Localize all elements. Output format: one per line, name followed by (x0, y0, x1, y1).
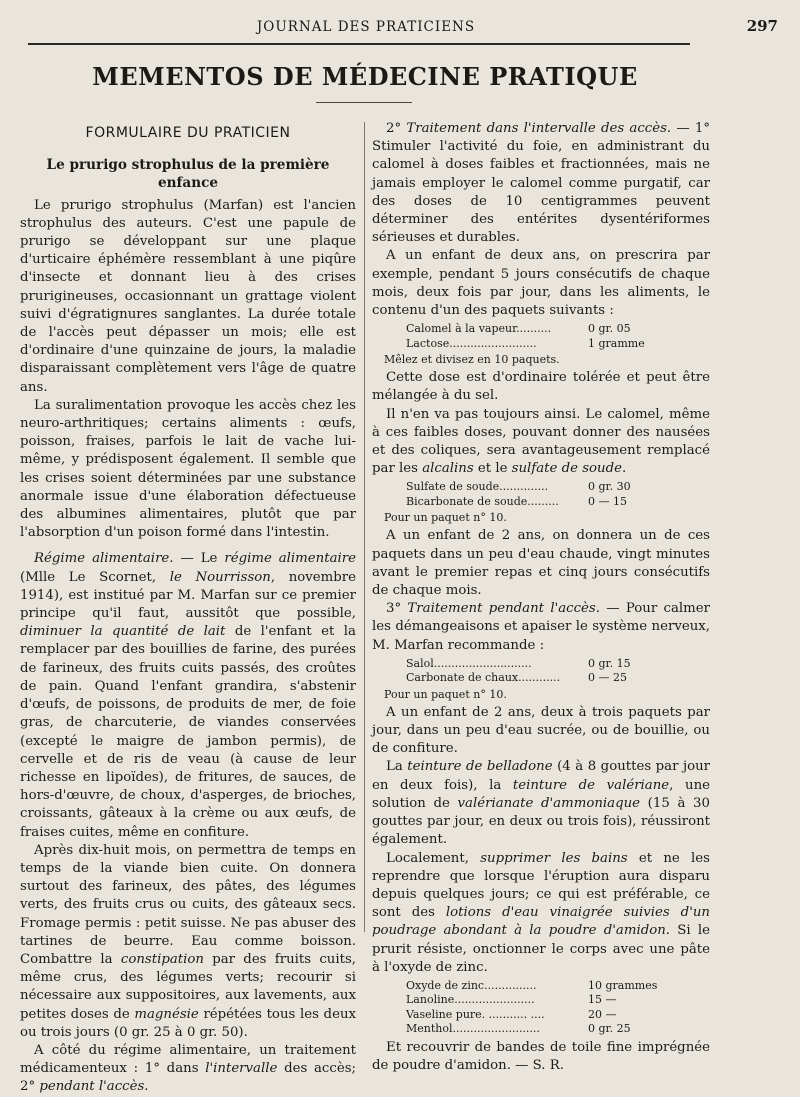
paragraph: Le prurigo strophulus (Marfan) est l'ancien strophulus des auteurs. C'est une papule de prurigo se développant sur une plaque d'urticaire éphémère ressemblant à une piqûre d'insecte et donnant lieu à des crises prurigineuses, occasionnant un grattage violent suivi d'égratignures sanglantes. La durée totale de l'accès peut dépasser un mois; elle est d'ordinaire d'une quinzaine de jours, la maladie disparaissant complètement vers l'âge de quatre ans. (20, 197, 356, 395)
article-title: Le prurigo strophulus de la première enfance (46, 157, 330, 192)
right-column (372, 120, 710, 1075)
left-column (20, 120, 356, 1097)
paragraph: Localement, supprimer les bains et ne les reprendre que lorsque l'éruption aura disparu depuis quelques jours; ce qui est préférable, ce sont des lotions d'eau vinaigrée suivies d'un poudrage abondant à la poudre d'amidon. Si le prurit résiste, onctionner le corps avec une pâte à l'oxyde de zinc. (372, 850, 711, 975)
prescription (406, 480, 710, 509)
prescription-note: Mêlez et divisez en 10 paquets. (384, 353, 560, 367)
prescription (406, 979, 710, 1037)
prescription-line: Oxyde de zinc............... 10 grammes (406, 978, 658, 992)
paragraph: La teinture de belladone (4 à 8 gouttes par jour en deux fois), la teinture de valériane, une solution de valérianate d'ammoniaque (15 à 30 gouttes par jour, en deux ou trois fois), réussiront également. (372, 759, 711, 848)
prescription-line: Calomel à la vapeur.......... 0 gr. 05 (406, 322, 631, 336)
paragraph: Régime alimentaire. — Le régime alimentaire (Mlle Le Scornet, le Nourrisson, novembre 1914), est institué par M. Marfan sur ce premier principe qu'il faut, aussitôt que possible, diminuer la quantité de lait de l'enfant et la remplacer par des bouillies de farine, des purées de farineux, des fruits cuits passés, des croûtes de pain. Quand l'enfant grandira, s'abstenir d'œufs, de poissons, de produits de mer, de foie gras, de charcuterie, de viandes conservées (excepté le maigre de jambon permis), de cervelle et de ris de veau (à cause de leur richesse en lipoïdes), de fritures, de sauces, de hors-d'œuvre, de choux, d'asperges, de brioches, croissants, gâteaux à la crème ou aux œufs, de fraises cuites, même en confiture. (20, 551, 356, 840)
prescription-line: Lactose......................... 1 gramme (406, 336, 645, 350)
paragraph: 2° Traitement dans l'intervalle des accès. — 1° Stimuler l'activité du foie, en administrant du calomel à doses faibles et fractionnées, mais ne jamais employer le calomel comme purgatif, car des doses de 10 centigrammes peuvent déterminer des entérites dysentériformes sérieuses et durables. (372, 121, 710, 246)
title-rule (316, 102, 412, 103)
journal-title: JOURNAL DES PRATICIENS (256, 19, 476, 35)
paragraph: La suralimentation provoque les accès chez les neuro-arthritiques; certains aliments : œufs, poisson, fraises, parfois le lait de vache lui-même, y prédisposent également. Il semble que les crises soient déterminées par une substance anormale issue d'une élaboration défectueuse des albumines alimentaires, plutôt que par l'absorption d'un poison formé dans l'intestin. (20, 397, 356, 541)
header-rule (28, 43, 690, 45)
section-title: FORMULAIRE DU PRATICIEN (85, 125, 291, 141)
prescription (406, 657, 710, 686)
paragraph: A un enfant de deux ans, on prescrira par exemple, pendant 5 jours consécutifs de chaque mois, deux fois par jour, dans les aliments, le contenu d'un des paquets suivants : (372, 248, 710, 319)
paragraph: Cette dose est d'ordinaire tolérée et peut être mélangée à du sel. (372, 370, 710, 404)
prescription-line: Carbonate de chaux............ 0 — 25 (406, 671, 627, 685)
paragraph: A un enfant de 2 ans, deux à trois paquets par jour, dans un peu d'eau sucrée, ou de bouillie, ou de confiture. (372, 704, 710, 757)
prescription-line: Menthol......................... 0 gr. 25 (406, 1022, 631, 1036)
prescription-line: Salol............................ 0 gr. 15 (406, 656, 631, 670)
prescription (406, 322, 710, 351)
paragraph: A côté du régime alimentaire, un traitement médicamenteux : 1° dans l'intervalle des accès; 2° pendant l'accès. (20, 1042, 357, 1095)
paragraph: Et recouvrir de bandes de toile fine imprégnée de poudre d'amidon. — S. R. (372, 1039, 710, 1074)
running-head (20, 16, 778, 38)
prescription-note: Pour un paquet n° 10. (384, 511, 507, 525)
paragraph: Après dix-huit mois, on permettra de temps en temps de la viande bien cuite. On donnera surtout des farineux, des pâtes, des légumes verts, des fruits crus ou cuits, des gâteaux secs. Fromage permis : petit suisse. Ne pas abuser des tartines de beurre. Eau comme boisson. Combattre la constipation par des fruits cuits, même crus, des légumes verts; recourir si nécessaire aux suppositoires, aux lavements, aux petites doses de magnésie répétées tous les deux ou trois jours (0 gr. 25 à 0 gr. 50). (20, 842, 357, 1040)
page-number: 297 (746, 17, 778, 35)
paragraph: A un enfant de 2 ans, on donnera un de ces paquets dans un peu d'eau chaude, vingt minutes avant le premier repas et cinq jours consécutifs de chaque mois. (372, 528, 710, 599)
prescription-line: Lanoline....................... 15 — (406, 993, 617, 1007)
prescription-line: Bicarbonate de soude......... 0 — 15 (406, 494, 627, 508)
prescription-note: Pour un paquet n° 10. (384, 687, 507, 701)
paragraph: 3° Traitement pendant l'accès. — Pour calmer les démangeaisons et apaiser le système nerveux, M. Marfan recommande : (372, 601, 710, 653)
page-title: MEMENTOS DE MÉDECINE PRATIQUE (92, 62, 638, 91)
column-divider (364, 122, 365, 932)
paragraph: Il n'en va pas toujours ainsi. Le calomel, même à ces faibles doses, pouvant donner des nausées et des coliques, sera avantageusement remplacé par les alcalins et le sulfate de soude. (372, 406, 710, 477)
prescription-line: Sulfate de soude.............. 0 gr. 30 (406, 480, 631, 494)
prescription-line: Vaseline pure. ........... .... 20 — (406, 1007, 617, 1021)
